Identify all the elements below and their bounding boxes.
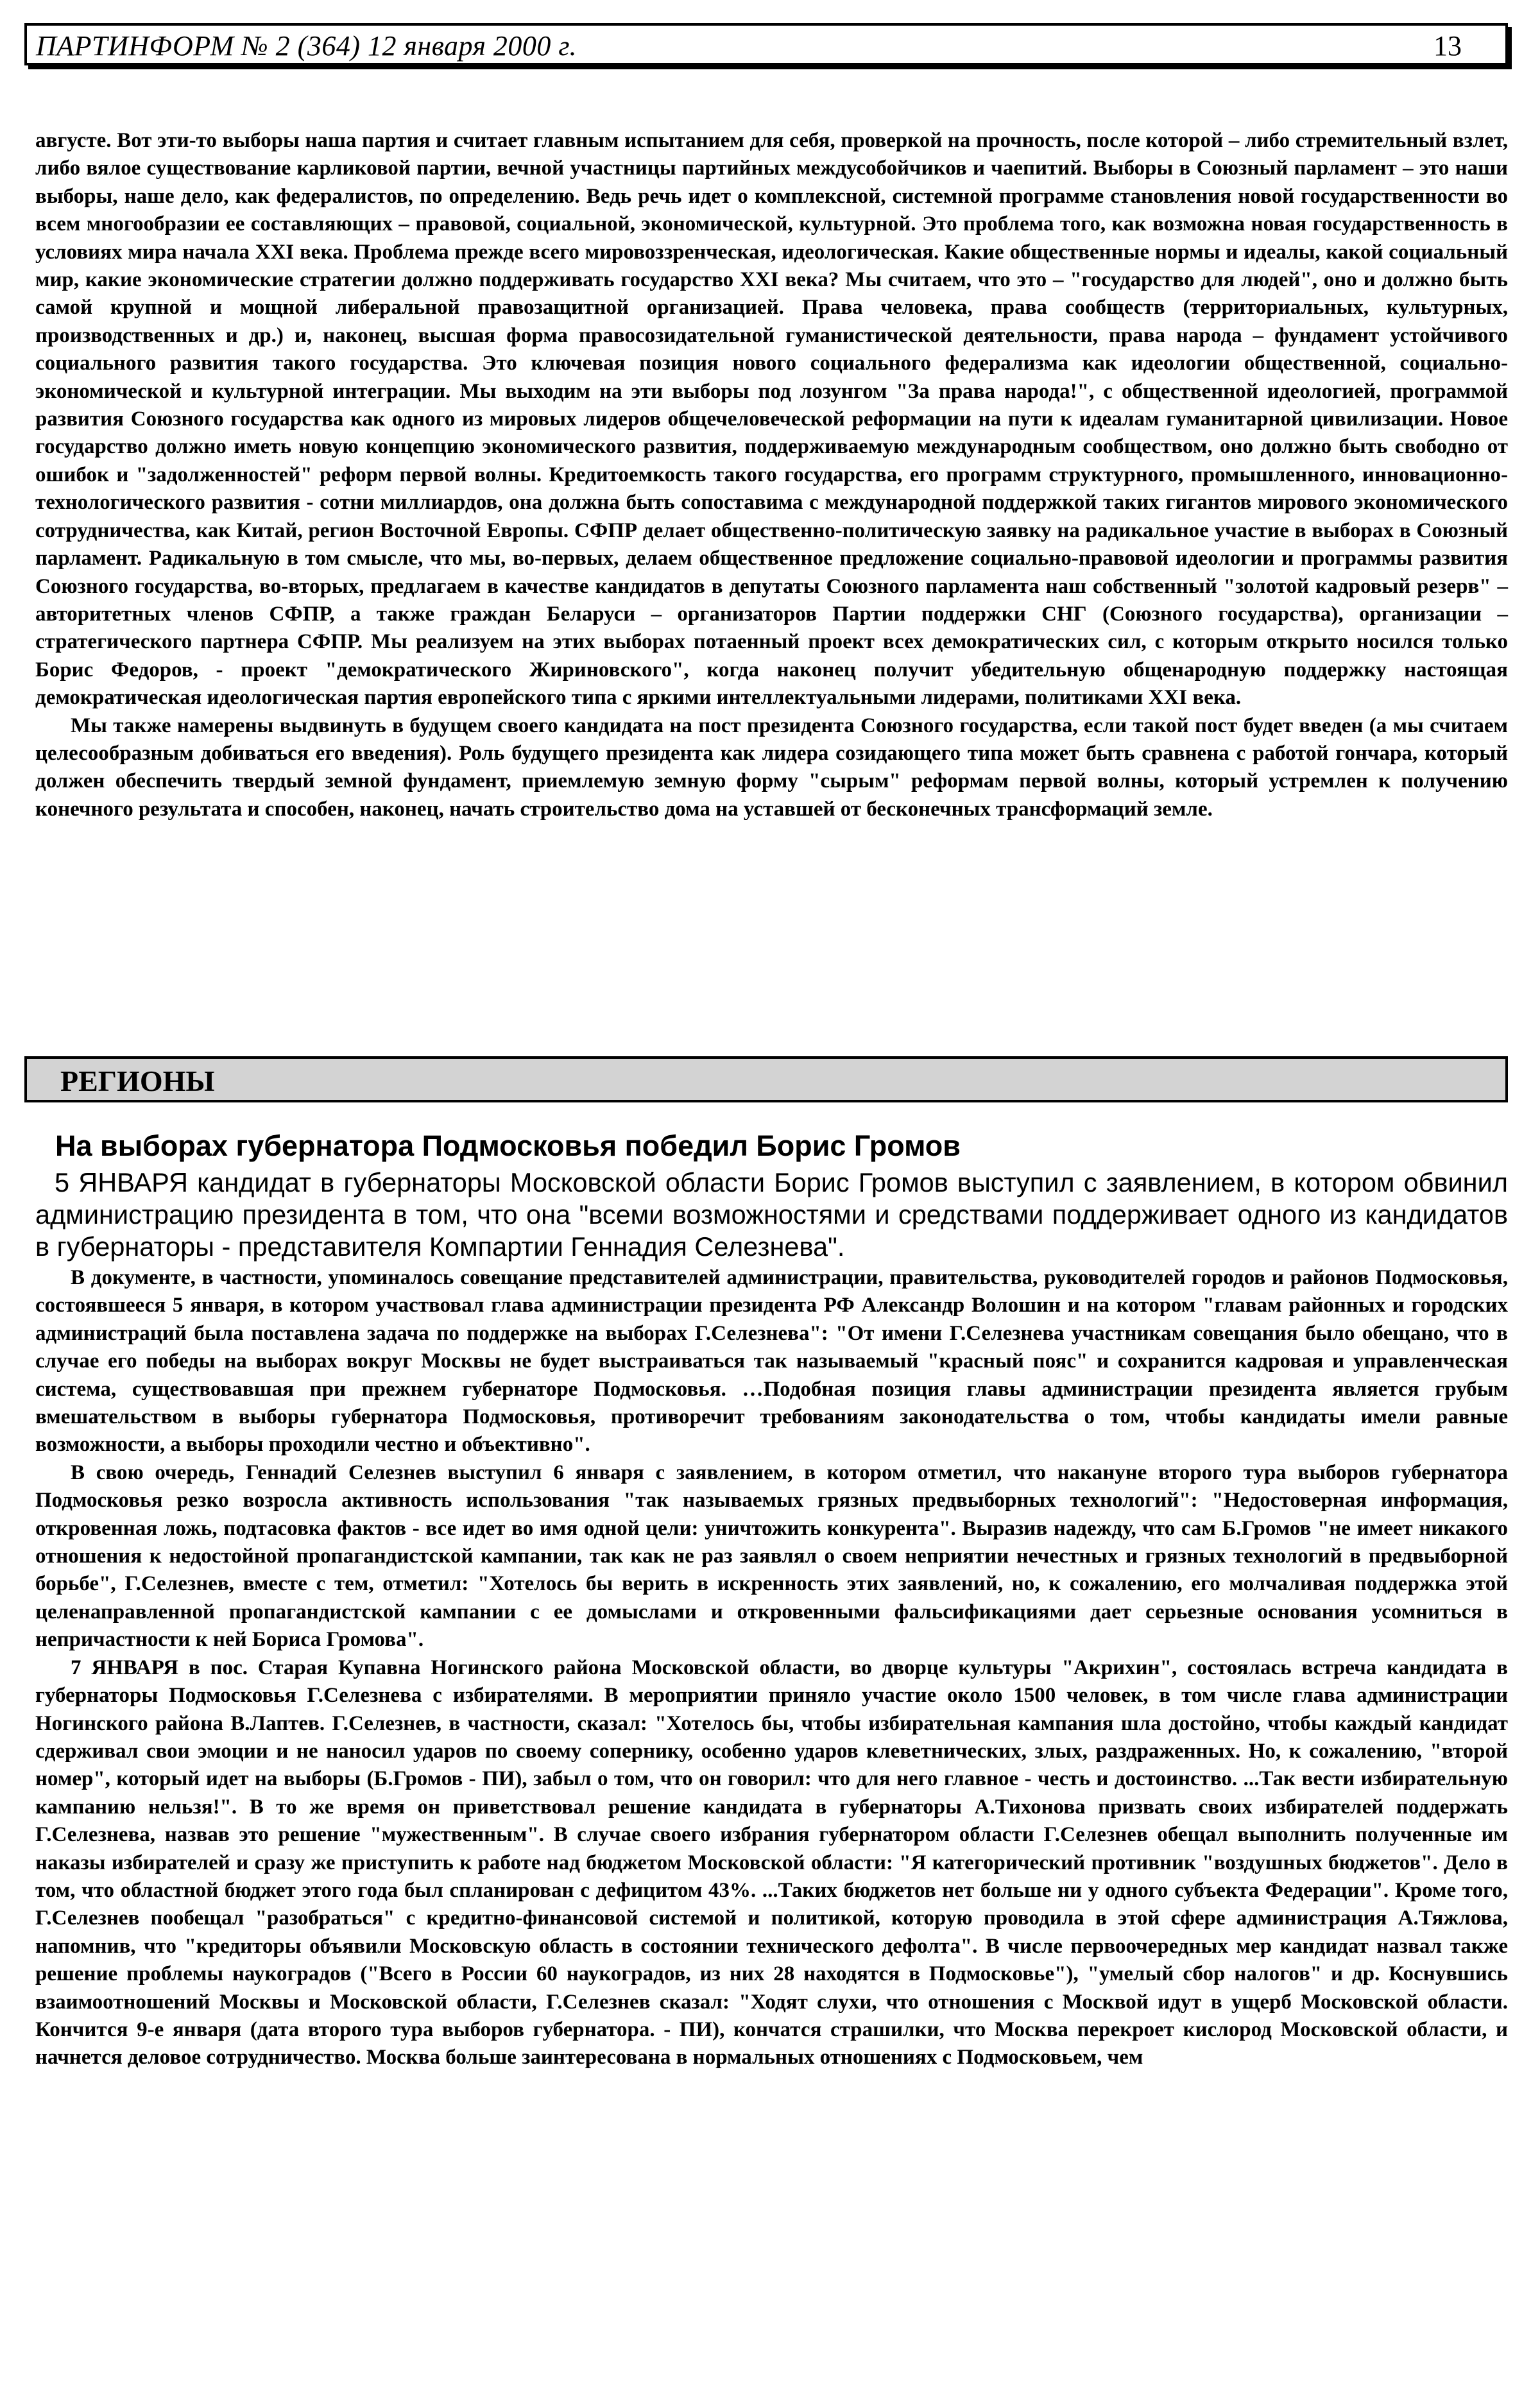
article-paragraph: августе. Вот эти-то выборы наша партия и считает главным испытанием для себя, проверкой на прочность, после которой – либо стремительный взлет, либо вялое существование карликовой партии, вечной участницы партийных междусобойчиков и чаепитий. Выборы в Союзный парламент – это наши выборы, наше дело, как федералистов, по определению. Ведь речь идет о комплексной, системной программе становления новой государственности во всем многообразии ее составляющих – правовой, социальной, экономической, культурной. Это проблема того, как возможна новая государственность в условиях мира начала XXI века. Проблема прежде всего мировоззренческая, идеологическая. Какие общественные нормы и идеалы, какой социальный мир, какие экономические стратегии должно поддерживать государство XXI века? Мы считаем, что это – "государство для людей", оно и должно быть самой крупной и мощной либеральной правозащитной организацией. Права человека, права сообществ (территориальных, культурных, производственных и др.) и, наконец, высшая форма правосозидательной гуманистической деятельности, права народа – фундамент устойчивого социального развития такого государства. Это ключевая позиция нового социального федерализма как идеологии общественной, социально-экономической и культурной интеграции. Мы выходим на эти выборы под лозунгом "За права народа!", с общественной идеологией, программой развития Союзного государства как одного из мировых лидеров общечеловеческой реформации на пути к идеалам гуманитарной цивилизации. Новое государство должно иметь новую концепцию экономического развития, поддерживаемую международным сообществом, оно должно быть свободно от ошибок и "задолженностей" реформ первой волны. Кредитоемкость такого государства, его программ структурного, промышленного, инновационно-технологического развития - сотни миллиардов, она должна быть сопоставима с международной поддержкой таких гигантов мирового экономического сотрудничества, как Китай, регион Восточной Европы. СФПР делает общественно-политическую заявку на радикальное участие в выборах в Союзный парламент. Радикальную в том смысле, что мы, во-первых, делаем общественное предложение социально-правовой идеологии и программы развития Союзного государства, во-вторых, предлагаем в качестве кандидатов в депутаты Союзного парламента наш собственный "золотой кадровый резерв" – авторитетных членов СФПР, а также граждан Беларуси – организаторов Партии поддержки СНГ (Союзного государства), организации – стратегического партнера СФПР. Мы реализуем на этих выборах потаенный проект всех демократических сил, с которым открыто носился только Борис Федоров, - проект "демократического Жириновского", когда наконец получит убедительную общенародную поддержку настоящая демократическая идеологическая партия европейского типа с яркими интеллектуальными лидерами, политиками XXI века. [35, 129, 1508, 710]
page-number: 13 [1433, 30, 1462, 62]
lead-paragraph: 5 ЯНВАРЯ кандидат в губернаторы Московской области Борис Громов выступил с заявлением, в котором обвинил администрацию президента в том, что она "всеми возможностями и средствами поддерживает одного из кандидатов в губернаторы - представителя Компартии Геннадия Селезнева". [35, 1167, 1508, 1262]
article-paragraph: 7 ЯНВАРЯ в пос. Старая Купавна Ногинского района Московской области, во дворце культуры "Акрихин", состоялась встреча кандидата в губернаторы Подмосковья Г.Селезнева с избирателями. В мероприятии приняло участие около 1500 человек, в том числе глава администрации Ногинского района В.Лаптев. Г.Селезнев, в частности, сказал: "Хотелось бы, чтобы избирательная кампания шла достойно, чтобы каждый кандидат сдерживал свои эмоции и не наносил ударов по своему сопернику, особенно ударов клеветнических, злых, раздраженных. Но, к сожалению, "второй номер", который идет на выборы (Б.Громов - ПИ), забыл о том, что он говорил: что для него главное - честь и достоинство. ...Так вести избирательную кампанию нельзя!". В то же время он приветствовал решение кандидата в губернаторы А.Тихонова призвать своих избирателей поддержать Г.Селезнева, назвав это решение "мужественным". В случае своего избрания губернатором области Г.Селезнев обещал выполнить полученные им наказы избирателей и сразу же приступить к работе над бюджетом Московской области: "Я категорический противник "воздушных бюджетов". Дело в том, что областной бюджет этого года был спланирован с дефицитом 43%. ...Таких бюджетов нет больше ни у одного субъекта Федерации". Кроме того, Г.Селезнев пообещал "разобраться" с кредитно-финансовой системой и политикой, которую проводила в этой сфере администрация А.Тяжлова, напомнив, что "кредиторы объявили Московскую область в состоянии технического дефолта". В числе первоочередных мер кандидат назвал также решение проблемы наукоградов ("Всего в России 60 наукоградов, из них 28 находятся в Подмосковье"), "умелый сбор налогов" и др. Коснувшись взаимоотношений Москвы и Московской области, Г.Селезнев сказал: "Ходят слухи, что отношения с Москвой идут в ущерб Московской области. Кончится 9-е января (дата второго тура выборов губернатора. - ПИ), кончатся страшилки, что Москва перекроет кислород Московской области, и начнется деловое сотрудничество. Москва больше заинтересована в нормальных отношениях с Подмосковьем, чем [35, 1656, 1508, 2069]
article-headline: На выборах губернатора Подмосковья победил Борис Громов [55, 1129, 961, 1162]
article-paragraph: В свою очередь, Геннадий Селезнев выступил 6 января с заявлением, в котором отметил, что накануне второго тура выборов губернатора Подмосковья резко возросла активность использования "так называемых грязных предвыборных технологий": "Недостоверная информация, откровенная ложь, подтасовка фактов - все идет во имя одной цели: уничтожить конкурента". Выразив надежду, что сам Б.Громов "не имеет никакого отношения к недостойной пропагандистской кампании, так как не раз заявлял о своем неприятии нечестных и грязных технологий в предвыборной борьбе", Г.Селезнев, вместе с тем, отметил: "Хотелось бы верить в искренность этих заявлений, но, к сожалению, его молчаливая поддержка этой целенаправленной пропагандистской кампании с ее домыслами и откровенными фальсификациями дает серьезные основания усомниться в непричастности к ней Бориса Громова". [35, 1461, 1508, 1652]
regions-article-body [35, 1264, 1508, 2072]
continued-article [35, 127, 1508, 823]
publication-title: ПАРТИНФОРМ № 2 (364) 12 января 2000 г. [36, 30, 578, 62]
section-title: РЕГИОНЫ [60, 1065, 215, 1097]
masthead [24, 23, 1508, 65]
article-paragraph: Мы также намерены выдвинуть в будущем своего кандидата на пост президента Союзного государства, если такой пост будет введен (а мы считаем целесообразным добиваться его введения). Роль будущего президента как лидера созидающего типа может быть сравнена с работой гончара, который должен обеспечить твердый земной фундамент, приемлемую земную форму "сырым" реформам первой волны, который устремлен к получению конечного результата и способен, наконец, начать строительство дома на уставшей от бесконечных трансформаций земле. [35, 714, 1508, 821]
article-lead [35, 1167, 1508, 1263]
article-paragraph: В документе, в частности, упоминалось совещание представителей администрации, правительства, руководителей городов и районов Подмосковья, состоявшееся 5 января, в котором участвовал глава администрации президента РФ Александр Волошин и на котором "главам районных и городских администраций была поставлена задача по поддержке на выборах Г.Селезнева": "От имени Г.Селезнева участникам совещания было обещано, что в случае его победы на выборах вокруг Москвы не будет выстраиваться так называемый "красный пояс" и сохранится кадровая и управленческая система, существовавшая при прежнем губернаторе Подмосковья. …Подобная позиция главы администрации президента является грубым вмешательством в выборы губернатора Подмосковья, противоречит требованиям законодательства о том, чтобы кандидаты имели равные возможности, а выборы проходили честно и объективно". [35, 1266, 1508, 1457]
section-header-bar [24, 1056, 1508, 1102]
